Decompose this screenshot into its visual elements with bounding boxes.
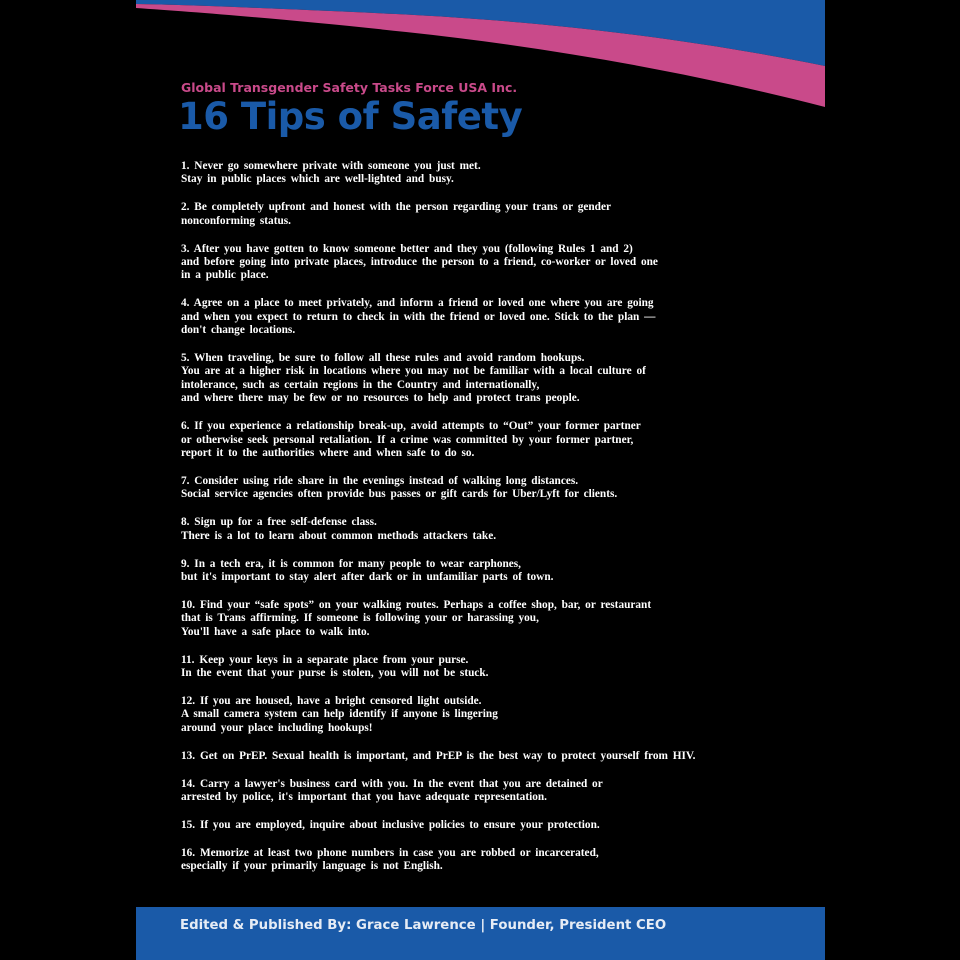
tip-line: 6. If you experience a relationship break-up, avoid attempts to “Out” your former partner <box>181 420 641 433</box>
tip-item <box>181 352 821 406</box>
tip-line: nonconforming status. <box>181 214 291 227</box>
tip-item <box>181 475 821 502</box>
tip-line: and before going into private places, introduce the person to a friend, co-worker or loved one <box>181 256 658 269</box>
tip-item <box>181 654 821 681</box>
tip-line: You are at a higher risk in locations where you may not be familiar with a local culture of <box>181 365 646 378</box>
tip-item <box>181 558 821 585</box>
tip-item <box>181 695 821 735</box>
tip-line: 8. Sign up for a free self-defense class. <box>181 516 377 529</box>
tip-line: 2. Be completely upfront and honest with the person regarding your trans or gender <box>181 201 611 214</box>
tip-line: and where there may be few or no resources to help and protect trans people. <box>181 392 580 405</box>
tip-item <box>181 847 821 874</box>
tips-list <box>181 160 821 888</box>
tip-line: 7. Consider using ride share in the evenings instead of walking long distances. <box>181 474 579 487</box>
tip-line: Stay in public places which are well-lighted and busy. <box>181 173 454 186</box>
tip-line: 16. Memorize at least two phone numbers in case you are robbed or incarcerated, <box>181 846 599 859</box>
tip-line: that is Trans affirming. If someone is following your or harassing you, <box>181 612 539 625</box>
page-title: 16 Tips of Safety <box>178 95 523 138</box>
tip-line: report it to the authorities where and when safe to do so. <box>181 447 475 459</box>
tip-line: 10. Find your “safe spots” on your walking routes. Perhaps a coffee shop, bar, or restaurant <box>181 598 652 611</box>
tip-line: 15. If you are employed, inquire about inclusive policies to ensure your protection. <box>181 818 600 831</box>
tip-line: 5. When traveling, be sure to follow all these rules and avoid random hookups. <box>181 352 585 365</box>
tip-line: You'll have a safe place to walk into. <box>181 625 370 638</box>
tip-item <box>181 297 821 337</box>
tip-line: 11. Keep your keys in a separate place from your purse. <box>181 653 469 666</box>
tip-item <box>181 778 821 805</box>
tip-line: 12. If you are housed, have a bright censored light outside. <box>181 694 482 707</box>
tip-line: 1. Never go somewhere private with someone you just met. <box>181 160 481 172</box>
tip-line: 13. Get on PrEP. Sexual health is important, and PrEP is the best way to protect yourself from HIV. <box>181 749 696 762</box>
tip-line: but it's important to stay alert after dark or in unfamiliar parts of town. <box>181 570 554 583</box>
tip-item <box>181 819 821 832</box>
tip-item <box>181 599 821 639</box>
tip-line: arrested by police, it's important that you have adequate representation. <box>181 790 547 803</box>
tip-item <box>181 750 821 763</box>
tip-item <box>181 201 821 228</box>
tip-item <box>181 243 821 283</box>
flyer-page <box>136 0 825 960</box>
tip-line: 9. In a tech era, it is common for many people to wear earphones, <box>181 557 521 570</box>
tip-line: or otherwise seek personal retaliation. If a crime was committed by your former partner, <box>181 433 634 446</box>
footer-bar <box>136 907 825 960</box>
tip-item <box>181 160 821 187</box>
tip-line: 14. Carry a lawyer's business card with you. In the event that you are detained or <box>181 777 603 790</box>
tip-line: in a public place. <box>181 269 269 282</box>
tip-line: around your place including hookups! <box>181 721 373 734</box>
tip-line: especially if your primarily language is not English. <box>181 860 443 873</box>
tip-item <box>181 516 821 543</box>
tip-line: In the event that your purse is stolen, you will not be stuck. <box>181 666 489 679</box>
tip-item <box>181 420 821 460</box>
tip-line: 3. After you have gotten to know someone better and they you (following Rules 1 and 2) <box>181 242 633 255</box>
tip-line: A small camera system can help identify if anyone is lingering <box>181 708 498 721</box>
tip-line: intolerance, such as certain regions in the Country and internationally, <box>181 378 540 391</box>
tip-line: and when you expect to return to check in with the friend or loved one. Stick to the plan — <box>181 310 656 323</box>
tip-line: don't change locations. <box>181 324 296 337</box>
tip-line: There is a lot to learn about common methods attackers take. <box>181 529 497 542</box>
organization-name: Global Transgender Safety Tasks Force USA Inc. <box>181 80 518 95</box>
tip-line: Social service agencies often provide bus passes or gift cards for Uber/Lyft for clients. <box>181 488 618 501</box>
footer-credit: Edited & Published By: Grace Lawrence | Founder, President CEO <box>180 918 667 933</box>
tip-line: 4. Agree on a place to meet privately, and inform a friend or loved one where you are going <box>181 297 654 310</box>
